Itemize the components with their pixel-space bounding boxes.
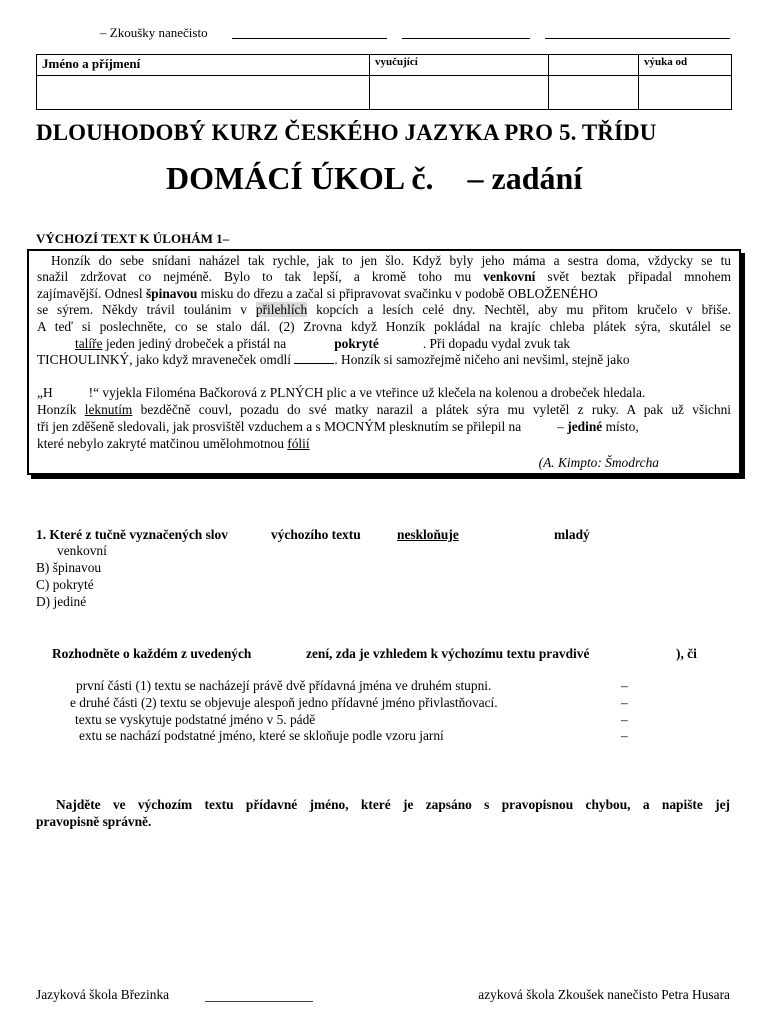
teacher-field[interactable] bbox=[370, 76, 549, 110]
text-signature: (A. Kimpto: Šmodrcha bbox=[538, 455, 659, 470]
homework-title-suffix: – zadání bbox=[467, 160, 583, 196]
empty-head-cell bbox=[549, 55, 639, 76]
header-blank-1[interactable] bbox=[232, 38, 387, 39]
name-field[interactable] bbox=[37, 76, 370, 110]
source-text-box bbox=[27, 249, 741, 475]
q1-option-a[interactable]: venkovní bbox=[57, 543, 107, 558]
q2-stem-b: zení, zda je vzhledem k výchozímu textu pravdivé bbox=[306, 646, 590, 661]
footer-blank-line[interactable] bbox=[205, 1001, 313, 1002]
word-prilehlich: přilehlích bbox=[255, 302, 308, 317]
extra-field[interactable] bbox=[549, 76, 639, 110]
text-line-6: talíře jeden jediný drobeček a přistál na pokryté . Při dopadu vydal zvuk tak bbox=[75, 336, 571, 351]
name-table bbox=[36, 54, 732, 110]
q1-option-c[interactable]: C) pokryté bbox=[36, 577, 94, 592]
q1-stem-a: 1. Které z tučně vyznačených slov bbox=[36, 527, 228, 542]
text-line-7: TICHOULINKÝ, jako když mravenеček omdlí . Honzík si samozřejmě ničeho ani nevšiml, stejně jako bbox=[37, 352, 630, 367]
q1-stem-c: neskloňuje bbox=[397, 527, 459, 542]
text-line-3: zajímavější. Odnesl špinavou misku do dřezu a začal si připravovat svačinku v podobě OBLOŽENÉHO bbox=[37, 286, 598, 301]
q1-stem-d: mladý bbox=[554, 527, 590, 542]
q2-answer-2[interactable]: – bbox=[621, 695, 628, 710]
q2-answer-4[interactable]: – bbox=[621, 728, 628, 743]
homework-title-prefix: DOMÁCÍ ÚKOL č. bbox=[166, 160, 434, 196]
text-line-8: „H !“ vyjekla Filoména Bačkorová z PLNÝCH plic a ve vteřince už klečela na kolenou a drobeček hledala. bbox=[37, 385, 646, 400]
q2-statement-3: textu se vyskytuje podstatné jméno v 5. pádě bbox=[75, 712, 316, 727]
homework-title bbox=[166, 160, 582, 197]
word-spinavou: špinavou bbox=[145, 286, 198, 301]
course-title: DLOUHODOBÝ KURZ ČESKÉHO JAZYKA PRO 5. TŘÍDU bbox=[36, 120, 657, 145]
q1-stem-b: výchozího textu bbox=[271, 527, 361, 542]
word-jedine: jediné bbox=[567, 419, 603, 434]
text-line-2: snažil zdržovat co nejméně. Bylo to tak lepší, a kromě toho mu venkovní svět beztak připadal mnohem bbox=[37, 269, 731, 284]
q2-stem-a: Rozhodněte o každém z uvedených bbox=[52, 646, 252, 661]
text-line-1: Honzík do sebe snídani naházel tak rychle, jak to jen šlo. Když byly jeho máma a sestra doma, vždycky se tu bbox=[51, 253, 731, 268]
q1-option-b[interactable]: B) špinavou bbox=[36, 560, 102, 575]
text-line-5: A teď si poslechněte, co se stalo dál. (2) Zrovna když Honzík pokládal na krajíc chleba plátek sýra, skutálel se bbox=[37, 319, 731, 334]
q3-line-1: Najděte ve výchozím textu přídavné jméno, které je zapsáno s pravopisnou chybou, a napište jej bbox=[56, 797, 730, 812]
word-pokryte: pokryté bbox=[334, 336, 379, 351]
q2-statement-2: e druhé části (2) textu se objevuje alespoň jedno přídavné jméno přivlastňovací. bbox=[70, 695, 498, 710]
footer-left: Jazyková škola Březinka bbox=[36, 987, 170, 1002]
header-label: – Zkoušky nanečisto bbox=[100, 25, 208, 40]
teacher-label: vyučující bbox=[370, 55, 549, 76]
q3-line-2: pravopisně správně. bbox=[36, 814, 152, 829]
footer-right: azyková škola Zkoušek nanečisto Petra Husara bbox=[478, 987, 730, 1002]
header-blank-3[interactable] bbox=[545, 38, 730, 39]
course-start-field[interactable] bbox=[639, 76, 732, 110]
text-line-11: které nebylo zakryté matčinou umělohmotnou fólií bbox=[37, 436, 310, 451]
q2-stem-c: ), či bbox=[676, 646, 697, 661]
text-line-9: Honzík leknutím bezděčně couvl, pozadu do své matky narazil a plátek sýra mu vyletěl z ruky. A pak už všichni bbox=[37, 402, 731, 417]
header-blank-2[interactable] bbox=[402, 38, 530, 39]
q2-answer-1[interactable]: – bbox=[621, 678, 628, 693]
text-line-4: se sýrem. Někdy trávil toulánim v přilehlích kopcích a lesích celé dny. Nechtěl, aby mu přitom kručelo v břiše. bbox=[37, 302, 731, 317]
course-start-label: výuka od bbox=[639, 55, 732, 76]
word-venkovni: venkovní bbox=[483, 269, 536, 284]
source-text-heading: VÝCHOZÍ TEXT K ÚLOHÁM 1– bbox=[36, 231, 230, 246]
text-line-10: tři jen zděšeně sledovali, jak prosvištěl vzduchem a s MOCNÝM plesknutím se přilepil na – jediné místo, bbox=[37, 419, 639, 434]
q2-statement-4: extu se nachází podstatné jméno, které se skloňuje podle vzoru jarní bbox=[79, 728, 444, 743]
q1-option-d[interactable]: D) jediné bbox=[36, 594, 87, 609]
name-label: Jméno a příjmení bbox=[37, 55, 370, 76]
q2-answer-3[interactable]: – bbox=[621, 712, 628, 727]
text-blank[interactable] bbox=[294, 362, 334, 364]
q2-statement-1: první části (1) textu se nacházejí právě dvě přídavná jména ve druhém stupni. bbox=[76, 678, 492, 693]
